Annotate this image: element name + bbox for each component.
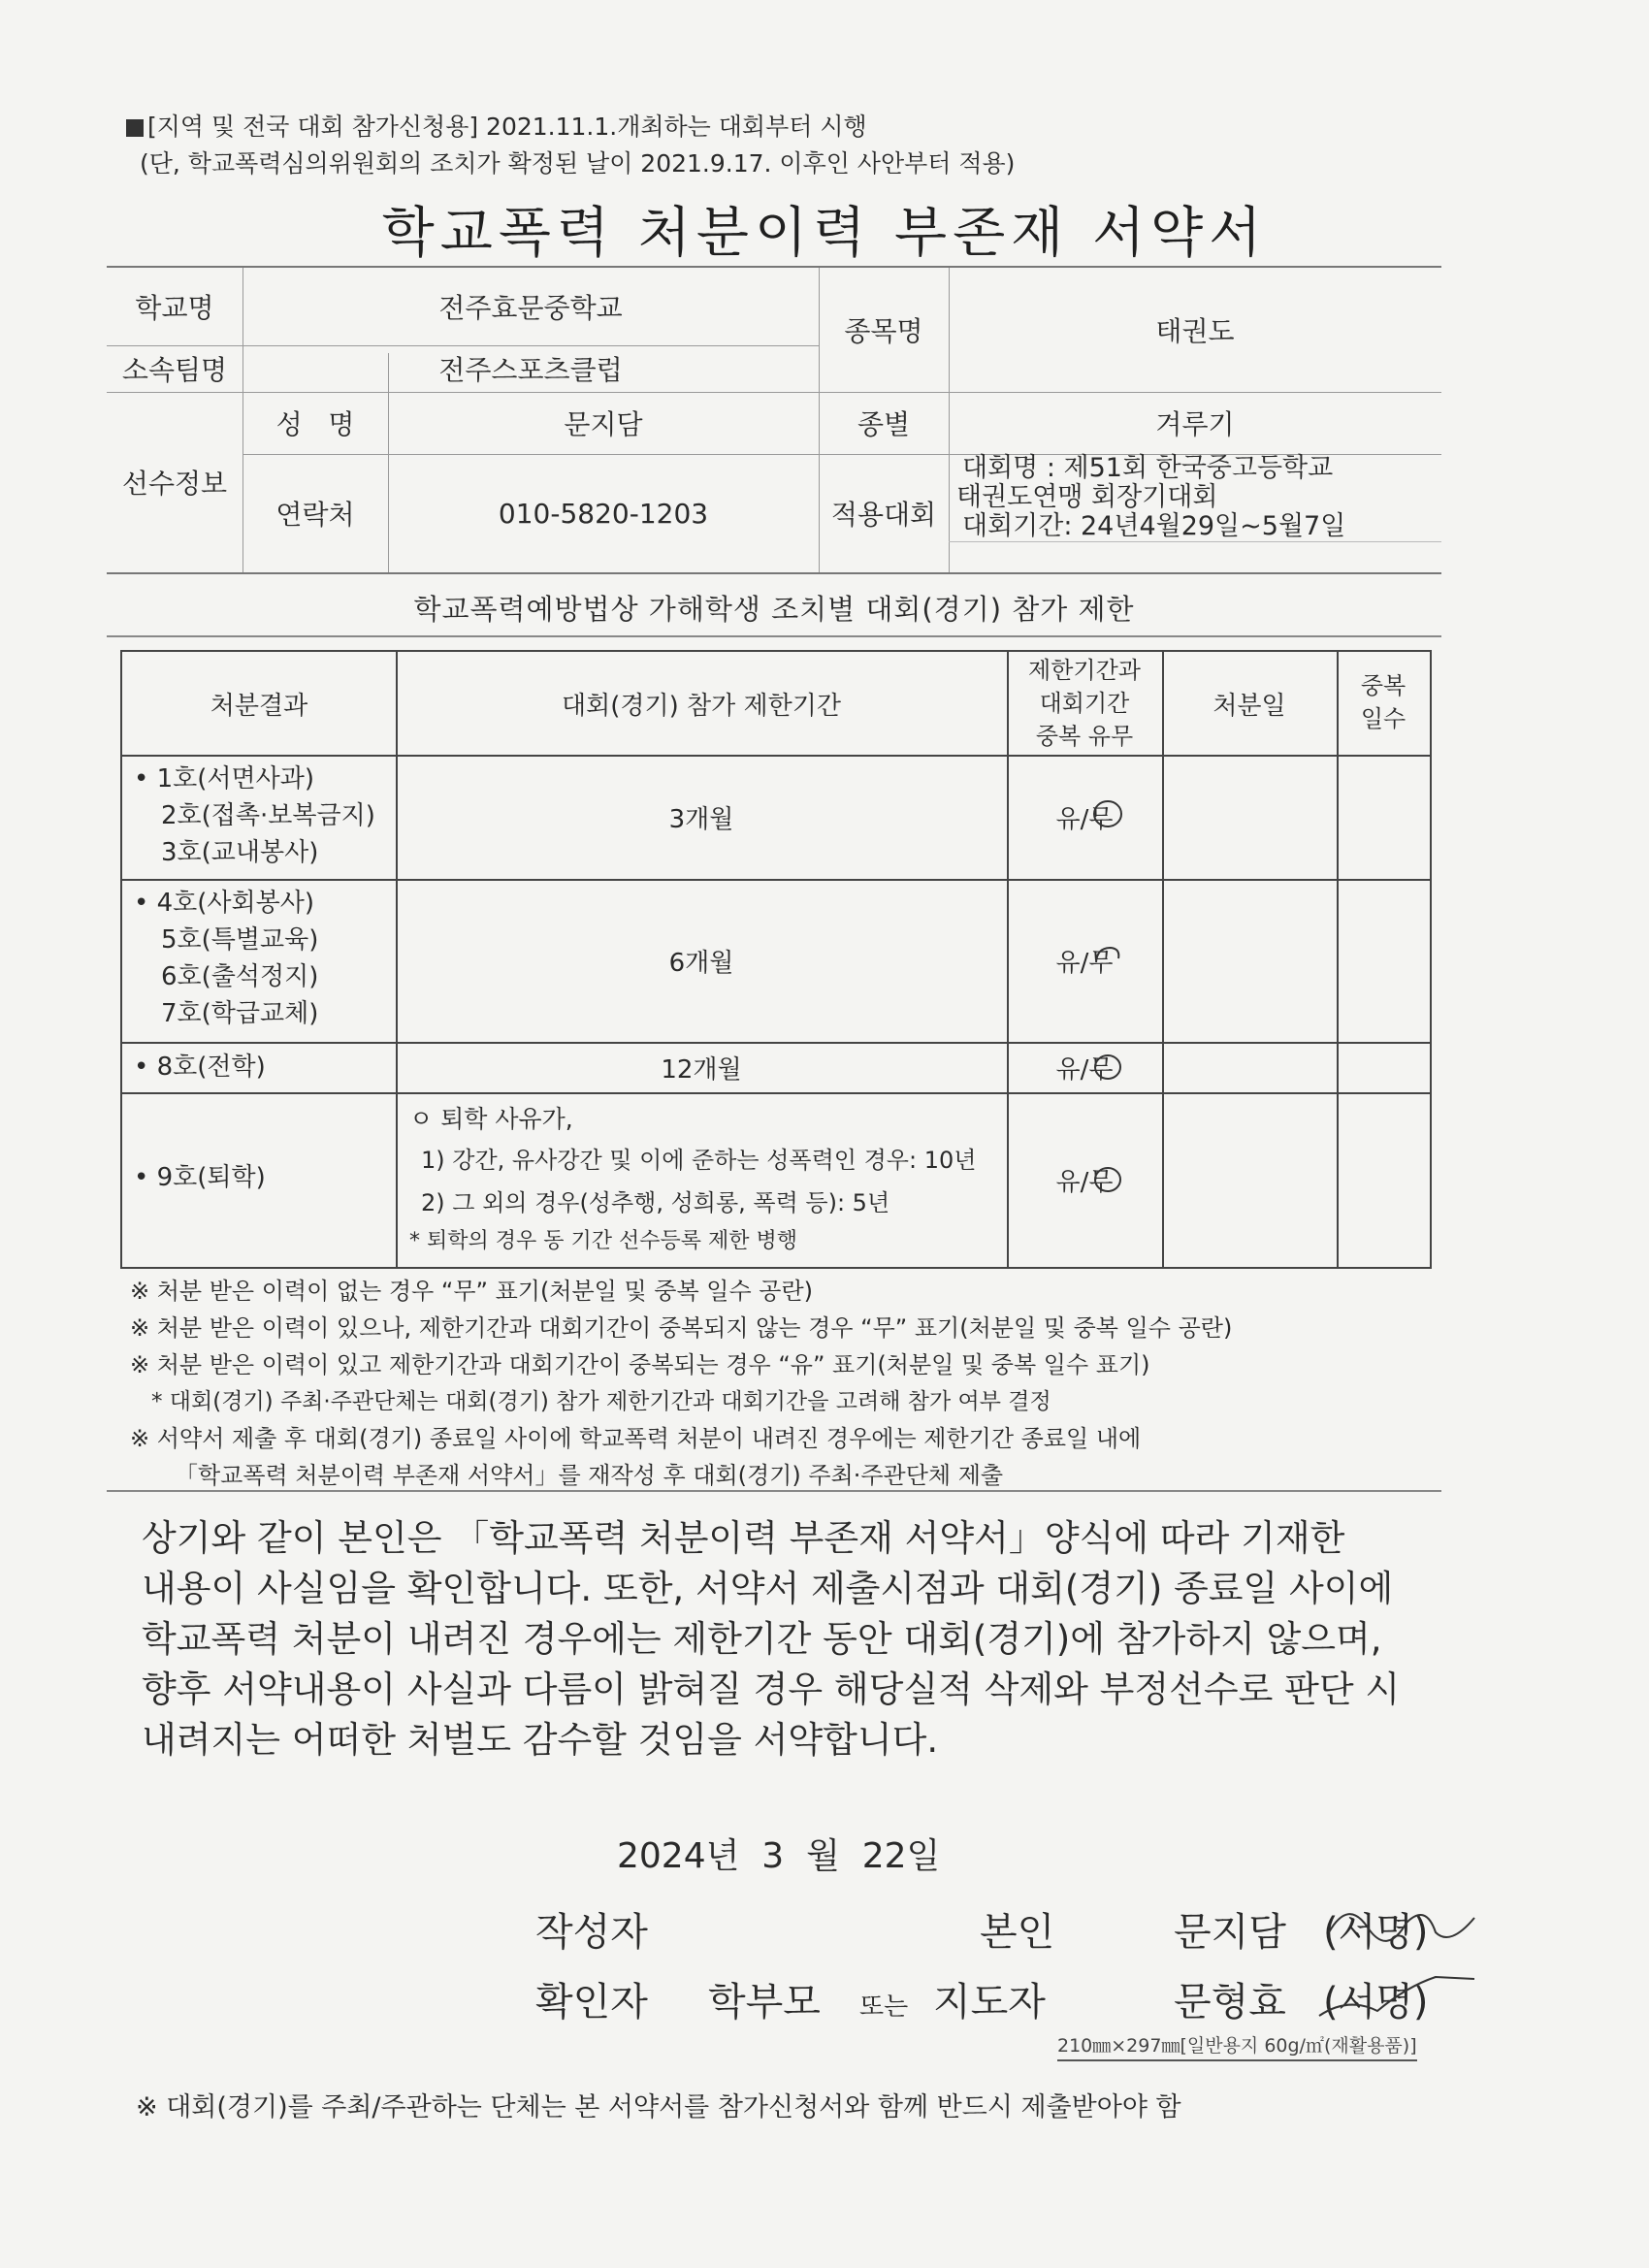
name-label: 성 명 xyxy=(275,408,355,440)
category-label: 종별 xyxy=(857,408,911,440)
table-row-3-items xyxy=(134,1049,266,1085)
parent-label: 학부모 xyxy=(708,1980,821,2025)
pledge-text xyxy=(142,1513,1422,1766)
contact-label: 연락처 xyxy=(275,499,355,531)
row-1-item-1: • 1호(서면사과) xyxy=(134,764,315,794)
sport-label: 종목명 xyxy=(844,315,923,347)
notice-line-2: (단, 학교폭력심의위원회의 조치가 확정된 날이 2021.9.17. 이후인 사안부터 적용) xyxy=(140,149,1016,178)
row-2-item-1: • 4호(사회봉사) xyxy=(134,889,315,918)
row-4-period-line-2: 1) 강간, 유사강간 및 이에 준하는 성폭력인 경우: 10년 xyxy=(421,1147,977,1174)
self-label: 본인 xyxy=(980,1910,1055,1955)
col-overlap-header-line-3: 중복 유무 xyxy=(1035,723,1134,750)
row-3-overlap xyxy=(1007,1042,1162,1092)
pledge-line-3: 학교폭력 처분이 내려진 경우에는 제한기간 동안 대회(경기)에 참가하지 않으며, xyxy=(142,1618,1382,1660)
info-table xyxy=(107,266,1441,574)
footer-note: ※ 대회(경기)를 주최/주관하는 단체는 본 서약서를 참가신청서와 함께 반드시 제출받아야 함 xyxy=(136,2092,1181,2122)
row-1-overlap-text: 유/무 xyxy=(1055,804,1114,834)
pledge-line-2: 내용이 사실임을 확인합니다. 또한, 서약서 제출시점과 대회(경기) 종료일 사이에 xyxy=(142,1568,1394,1609)
confirmer-label: 확인자 xyxy=(535,1980,648,2025)
col-days-header xyxy=(1337,669,1430,735)
notes-section xyxy=(130,1273,1459,1494)
note-5: ※ 서약서 제출 후 대회(경기) 종료일 사이에 학교폭력 처분이 내려진 경우에는 제한기간 종료일 내에 xyxy=(130,1425,1142,1452)
competition-label: 적용대회 xyxy=(830,499,937,531)
col-days-header-line-2: 일수 xyxy=(1360,705,1406,732)
row-4-period-line-1: ㅇ 퇴학 사유가, xyxy=(409,1105,573,1133)
row-3-item-1: • 8호(전학) xyxy=(134,1053,266,1082)
sport-value: 태권도 xyxy=(1155,315,1235,347)
row-1-item-3: 3호(교내봉사) xyxy=(161,838,319,867)
writer-sign: (서명) xyxy=(1323,1910,1429,1955)
or-label: 또는 xyxy=(859,1993,909,2022)
row-1-overlap xyxy=(1007,755,1162,879)
circle-mark-icon xyxy=(1091,1163,1124,1196)
note-4: * 대회(경기) 주최·주관단체는 대회(경기) 참가 제한기간과 대회기간을 고려해 참가 여부 결정 xyxy=(151,1389,1051,1414)
circle-mark-icon xyxy=(1091,943,1124,976)
category-value: 겨루기 xyxy=(1155,408,1235,440)
school-label: 학교명 xyxy=(135,292,214,324)
confirmer-sign: (서명) xyxy=(1323,1980,1429,2025)
competition-line-3: 대회기간: 24년4월29일~5월7일 xyxy=(962,511,1346,541)
row-2-item-3: 6호(출석정지) xyxy=(161,962,319,991)
confirmer-name: 문형효 xyxy=(1174,1980,1286,2025)
circle-mark-icon xyxy=(1091,797,1124,830)
row-4-period-line-4: * 퇴학의 경우 동 기간 선수등록 제한 병행 xyxy=(409,1229,797,1253)
col-overlap-header xyxy=(1007,654,1162,753)
row-3-overlap-text: 유/무 xyxy=(1055,1054,1114,1085)
team-label: 소속팀명 xyxy=(121,354,228,386)
col-overlap-header-line-1: 제한기간과 xyxy=(1028,657,1141,684)
row-1-item-2: 2호(접촉·보복금지) xyxy=(161,801,375,830)
row-2-period: 6개월 xyxy=(668,948,734,978)
col-period-header: 대회(경기) 참가 제한기간 xyxy=(562,691,841,721)
restriction-table xyxy=(120,650,1432,1269)
handwritten-signature-1 xyxy=(1319,1894,1484,1961)
note-6: 「학교폭력 처분이력 부존재 서약서」를 재작성 후 대회(경기) 주최·주관단체 제출 xyxy=(175,1462,1004,1489)
writer-name: 문지담 xyxy=(1174,1910,1286,1955)
table-row-2-items xyxy=(134,885,318,1032)
table-row-1-items xyxy=(134,761,375,871)
paper-spec: 210㎜×297㎜[일반용지 60g/㎡(재활용품)] xyxy=(1057,2031,1417,2061)
note-1: ※ 처분 받은 이력이 없는 경우 “무” 표기(처분일 및 중복 일수 공란) xyxy=(130,1278,814,1305)
row-2-item-2: 5호(특별교육) xyxy=(161,925,319,955)
row-2-overlap xyxy=(1007,879,1162,1042)
player-info-label: 선수정보 xyxy=(121,468,228,500)
col-date-header: 처분일 xyxy=(1212,691,1286,721)
pledge-line-1: 상기와 같이 본인은 「학교폭력 처분이력 부존재 서약서」양식에 따라 기재한 xyxy=(142,1517,1345,1559)
note-3: ※ 처분 받은 이력이 있고 제한기간과 대회기간이 중복되는 경우 “유” 표기(처분일 및 중복 일수 표기) xyxy=(130,1351,1150,1378)
school-value: 전주효문중학교 xyxy=(438,292,623,324)
name-value: 문지담 xyxy=(564,408,643,440)
restriction-subtitle: 학교폭력예방법상 가해학생 조치별 대회(경기) 참가 제한 xyxy=(107,579,1441,637)
coach-label: 지도자 xyxy=(933,1980,1046,2025)
col-days-header-line-1: 중복 xyxy=(1360,672,1406,699)
notice-line-1: [지역 및 전국 대회 참가신청용] 2021.11.1.개최하는 대회부터 시행 xyxy=(147,113,867,141)
pledge-date: 2024년 3 월 22일 xyxy=(617,1836,941,1876)
competition-line-2: 태권도연맹 회장기대회 xyxy=(956,482,1218,512)
row-4-item-1: • 9호(퇴학) xyxy=(134,1163,266,1192)
competition-line-1: 대회명 : 제51회 한국중고등학교 xyxy=(962,453,1334,483)
row-4-period xyxy=(409,1100,1001,1259)
row-2-item-4: 7호(학급교체) xyxy=(161,999,319,1028)
circle-mark-icon xyxy=(1091,1051,1124,1084)
row-4-overlap-text: 유/무 xyxy=(1055,1167,1114,1197)
row-4-period-line-3: 2) 그 외의 경우(성추행, 성희롱, 폭력 등): 5년 xyxy=(421,1189,890,1216)
competition-value xyxy=(949,454,1441,541)
notice-header xyxy=(126,109,1015,182)
table-row-4-items xyxy=(134,1159,266,1196)
divider xyxy=(107,1490,1441,1492)
row-2-overlap-text: 유/무 xyxy=(1055,948,1114,978)
col-overlap-header-line-2: 대회기간 xyxy=(1039,690,1130,717)
team-value: 전주스포츠클럽 xyxy=(438,354,623,386)
handwritten-signature-2 xyxy=(1310,1967,1484,2025)
pledge-line-5: 내려지는 어떠한 처벌도 감수할 것임을 서약합니다. xyxy=(142,1719,939,1761)
writer-label: 작성자 xyxy=(535,1910,648,1955)
pledge-line-4: 향후 서약내용이 사실과 다름이 밝혀질 경우 해당실적 삭제와 부정선수로 판단 시 xyxy=(142,1669,1401,1710)
col-result-header: 처분결과 xyxy=(210,691,308,721)
contact-value: 010-5820-1203 xyxy=(498,497,709,530)
note-2: ※ 처분 받은 이력이 있으나, 제한기간과 대회기간이 중복되지 않는 경우 “무” 표기(처분일 및 중복 일수 공란) xyxy=(130,1314,1233,1342)
document-title: 학교폭력 처분이력 부존재 서약서 xyxy=(381,202,1268,265)
square-bullet-icon xyxy=(126,119,144,137)
row-4-overlap xyxy=(1007,1092,1162,1267)
row-3-period: 12개월 xyxy=(661,1054,742,1085)
row-1-period: 3개월 xyxy=(668,804,734,834)
